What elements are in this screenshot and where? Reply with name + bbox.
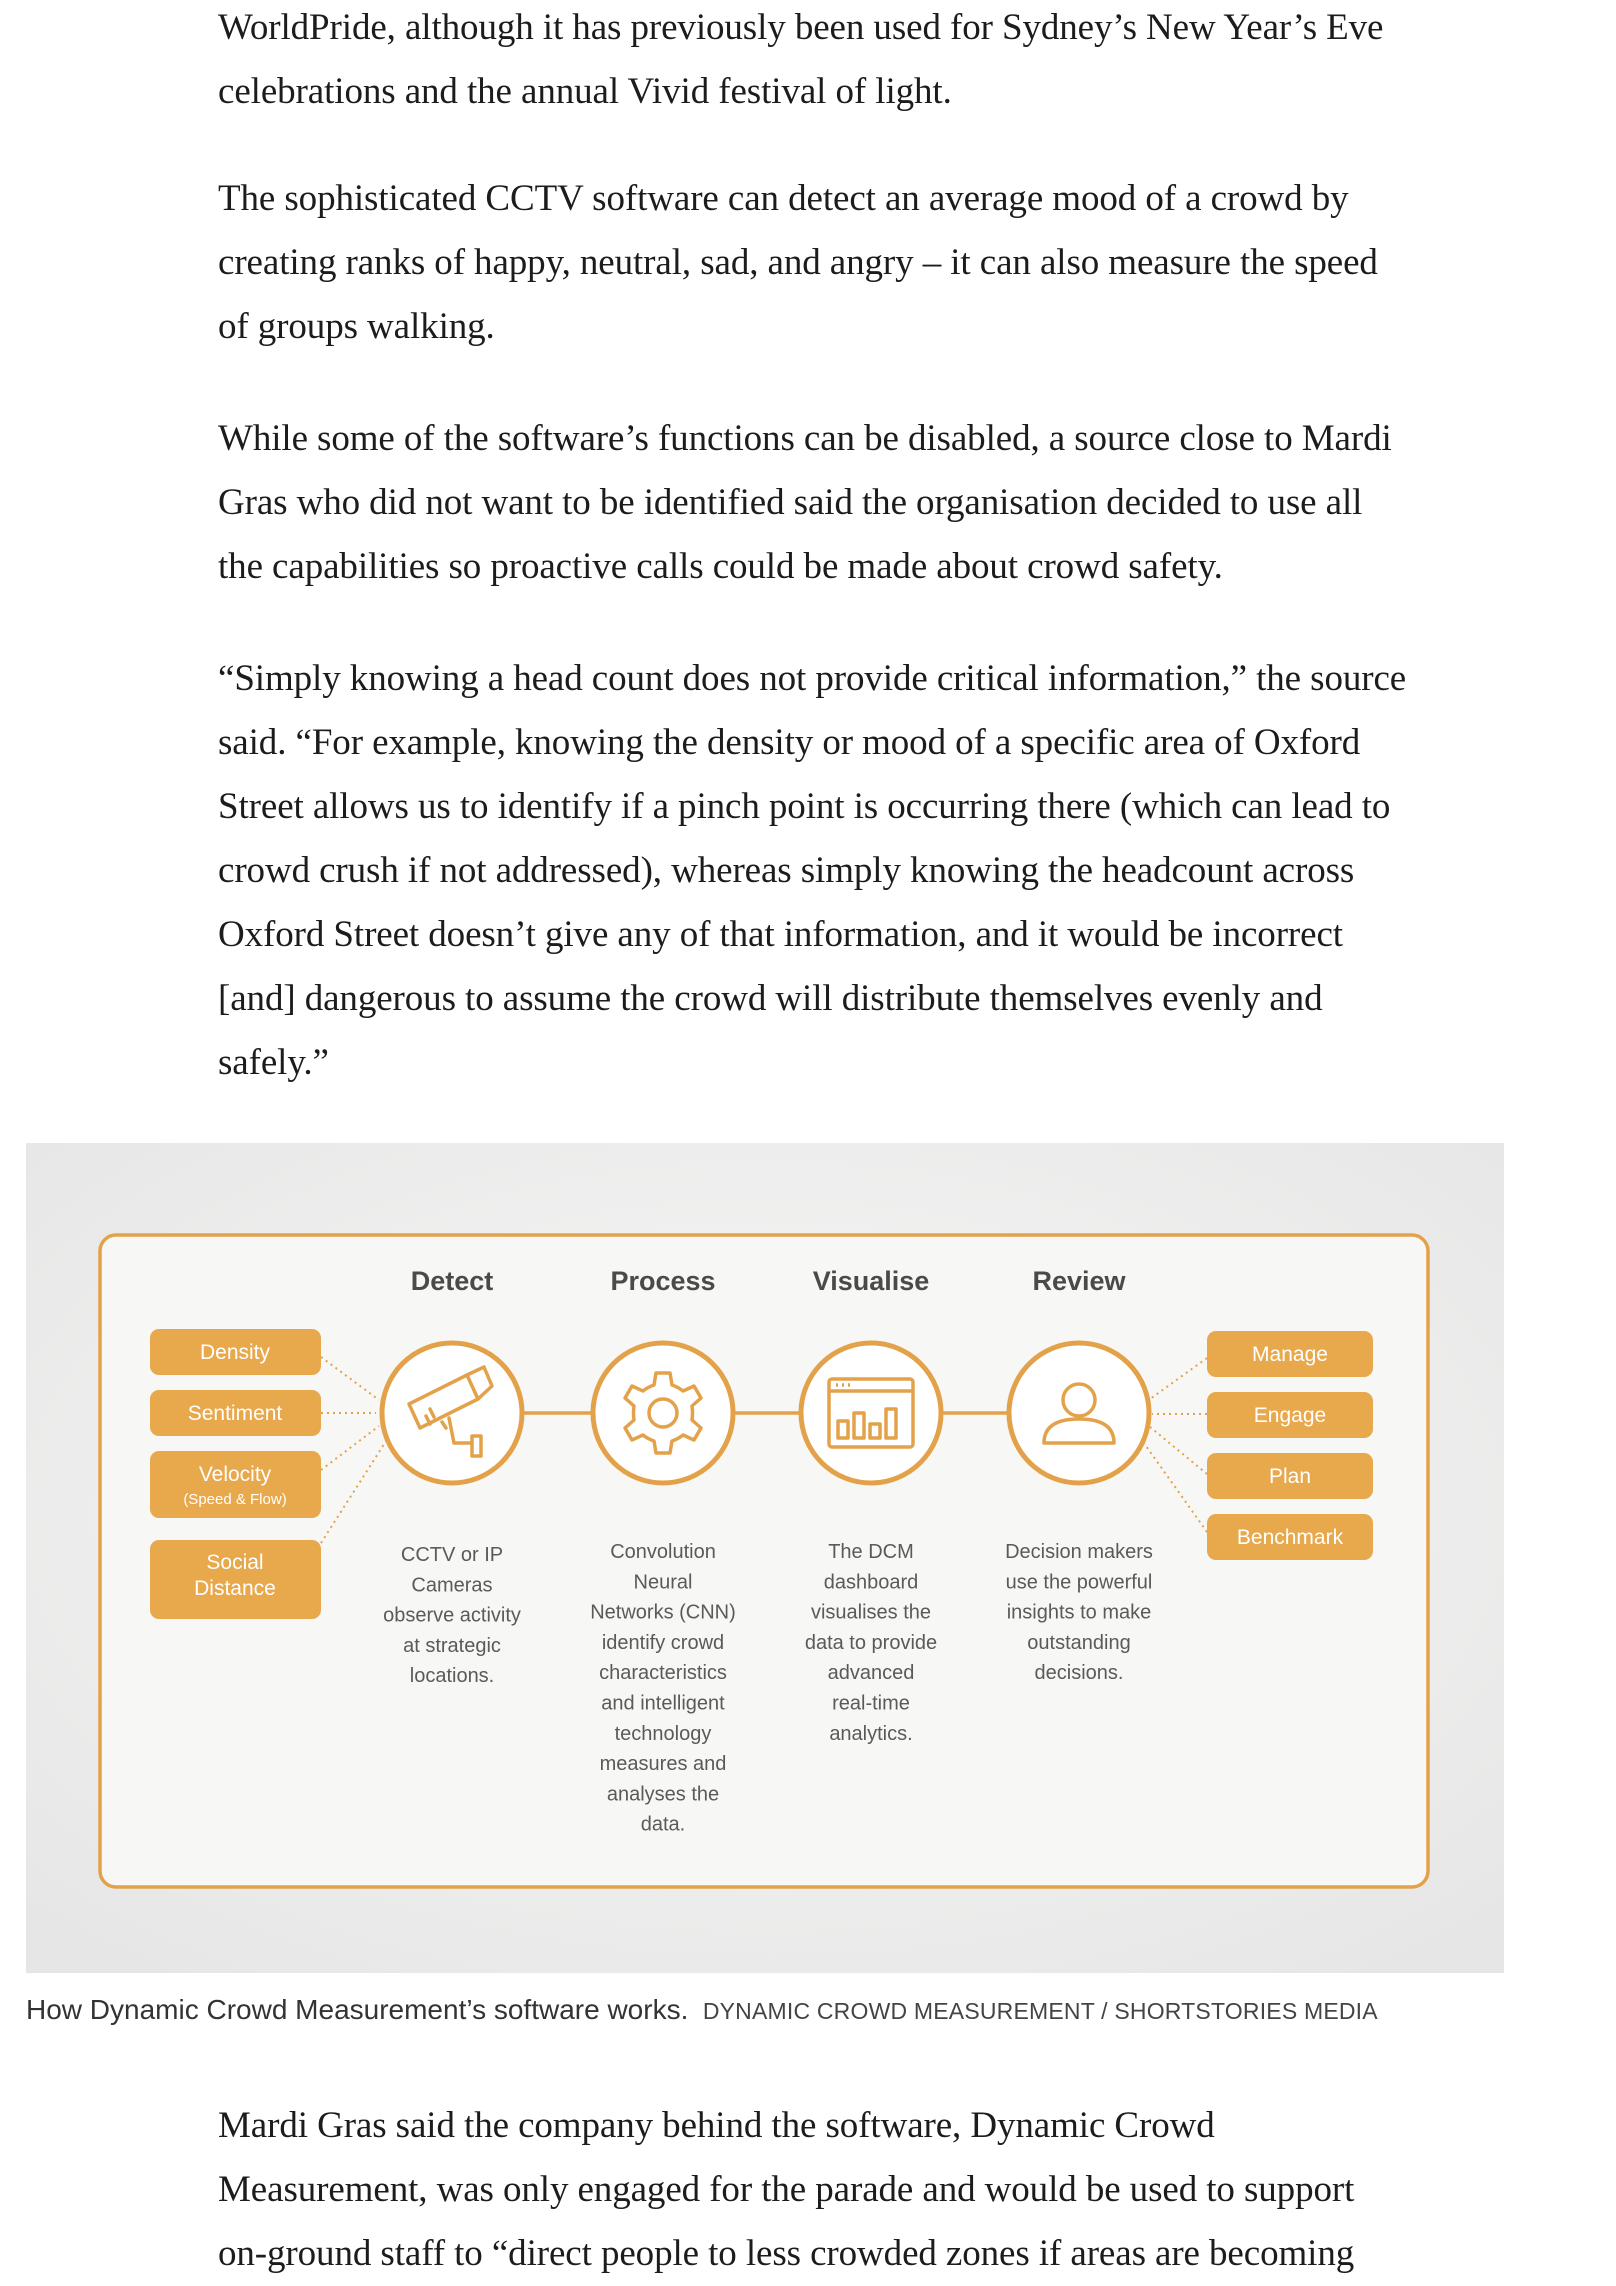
stage-description-line: data. [640, 1813, 686, 1836]
text-line: Oxford Street doesn’t give any of that information, and it would be incorrect [218, 914, 1343, 955]
stage-heading-visualise: Visualise [812, 1266, 930, 1296]
stage-description-line: Decision makers [1005, 1541, 1153, 1563]
stage-description-line: outstanding [1027, 1631, 1131, 1654]
caption-text: How Dynamic Crowd Measurement’s software works. [26, 1994, 689, 2025]
text-line: Street allows us to identify if a pinch point is occurring there (which can lead to [218, 786, 1391, 827]
input-label-density: Density [199, 1341, 271, 1364]
output-label-plan: Plan [1268, 1465, 1312, 1488]
figure-caption [26, 1994, 1378, 2026]
text-line: the capabilities so proactive calls could be made about crowd safety. [218, 546, 1223, 587]
stage-description-line: data to provide [804, 1631, 938, 1654]
text-line: crowd crush if not addressed), whereas simply knowing the headcount across [218, 850, 1355, 891]
input-label-velocity: Velocity [198, 1463, 272, 1486]
stage-description-line: dashboard [823, 1571, 919, 1594]
stage-description-line: Neural [633, 1571, 693, 1594]
stage-description-line: The DCM [828, 1541, 914, 1563]
input-label-sentiment: Sentiment [187, 1402, 283, 1425]
input-sublabel-velocity: (Speed & Flow) [183, 1491, 287, 1508]
text-line: WorldPride, although it has previously been used for Sydney’s New Year’s Eve [218, 7, 1384, 48]
stage-description-line: advanced [827, 1662, 915, 1685]
stage-description-line: insights to make [1006, 1601, 1152, 1624]
stage-description-line: Networks (CNN) [590, 1601, 736, 1624]
stage-description-line: measures and [599, 1753, 727, 1776]
stage-description-line: Cameras [411, 1574, 493, 1597]
caption-credit: DYNAMIC CROWD MEASUREMENT / SHORTSTORIES MEDIA [702, 1998, 1378, 2024]
paragraph-capabilities [218, 407, 1518, 599]
stage-description-line: decisions. [1034, 1662, 1124, 1685]
process-diagram-figure [26, 1143, 1504, 1973]
text-line: safely.” [218, 1042, 329, 1083]
stage-description-line: use the powerful [1005, 1571, 1153, 1594]
text-line: on-ground staff to “direct people to less crowded zones if areas are becoming [218, 2233, 1355, 2274]
stage-description-line: and intelligent [601, 1692, 725, 1715]
text-line: celebrations and the annual Vivid festival of light. [218, 71, 952, 112]
text-line: The sophisticated CCTV software can detect an average mood of a crowd by [218, 178, 1349, 219]
stage-heading-review: Review [1032, 1266, 1126, 1296]
stage-description-line: locations. [409, 1665, 495, 1688]
process-diagram [26, 1143, 1504, 1973]
text-line: said. “For example, knowing the density or mood of a specific area of Oxford [218, 722, 1361, 763]
output-label-benchmark: Benchmark [1236, 1526, 1344, 1549]
text-line: creating ranks of happy, neutral, sad, and angry – it can also measure the speed [218, 242, 1378, 283]
stage-description-line: analytics. [829, 1722, 913, 1745]
stage-description-line: analyses the [606, 1783, 720, 1806]
text-line: Mardi Gras said the company behind the software, Dynamic Crowd [218, 2105, 1215, 2146]
paragraph-company [218, 2094, 1518, 2286]
output-label-engage: Engage [1253, 1404, 1327, 1427]
stage-heading-detect: Detect [410, 1266, 494, 1296]
input-label-distance: Distance [194, 1577, 276, 1600]
output-label-manage: Manage [1252, 1343, 1328, 1366]
text-line: While some of the software’s functions can be disabled, a source close to Mardi [218, 418, 1392, 459]
review-circle [1009, 1343, 1149, 1483]
visualise-circle [801, 1343, 941, 1483]
stage-description-line: Convolution [610, 1541, 716, 1563]
text-line: [and] dangerous to assume the crowd will distribute themselves evenly and [218, 978, 1323, 1019]
stage-description-line: characteristics [599, 1662, 727, 1685]
stage-description-line: technology [614, 1722, 712, 1745]
paragraph-intro [218, 0, 1518, 124]
stage-heading-process: Process [610, 1266, 716, 1296]
process-circle [593, 1343, 733, 1483]
stage-description-line: visualises the [810, 1601, 932, 1624]
input-label-social: Social [206, 1551, 264, 1574]
paragraph-source-quote [218, 647, 1518, 1095]
text-line: of groups walking. [218, 306, 495, 347]
text-line: Gras who did not want to be identified said the organisation decided to use all [218, 482, 1363, 523]
stage-description-line: CCTV or IP [400, 1544, 504, 1566]
stage-description-line: identify crowd [601, 1631, 725, 1654]
stage-description-line: real-time [832, 1692, 910, 1715]
stage-description-line: observe activity [383, 1604, 521, 1627]
text-line: “Simply knowing a head count does not provide critical information,” the source [218, 658, 1407, 699]
paragraph-mood-detection [218, 167, 1518, 359]
stage-description-line: at strategic [403, 1634, 501, 1657]
text-line: Measurement, was only engaged for the parade and would be used to support [218, 2169, 1355, 2210]
